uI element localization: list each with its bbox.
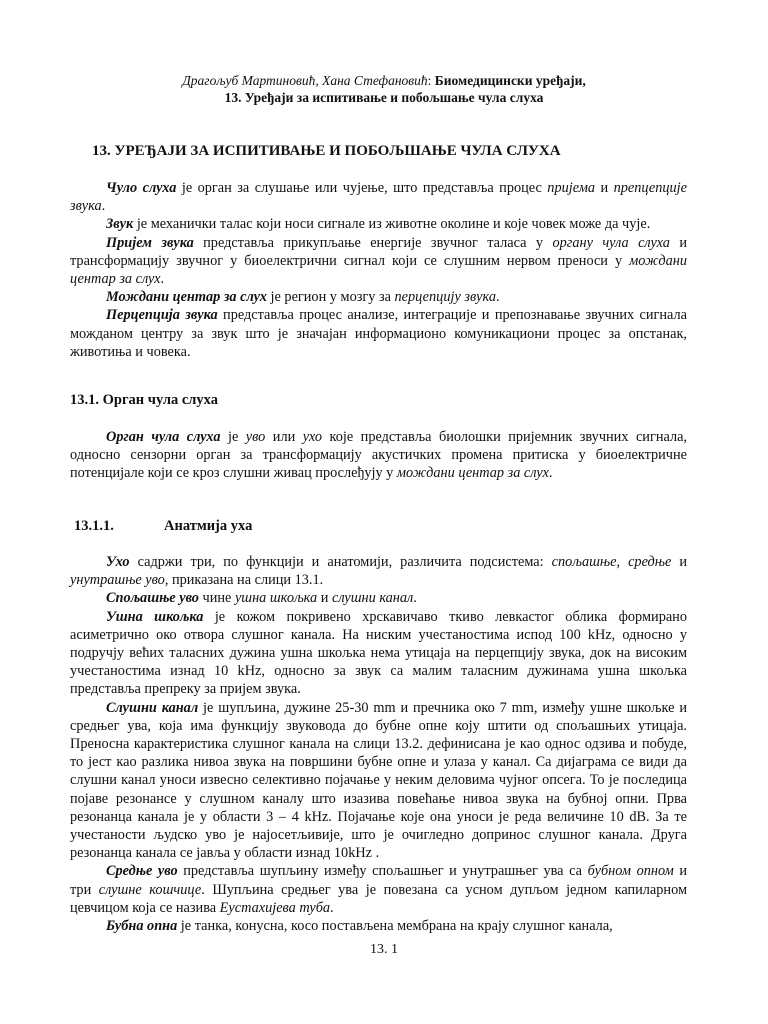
term: Спољашње уво [106,590,199,607]
paragraph: Средње уво представља шупљину између спољашњег и унутрашњег ува са бубном опном и три слушне кошчице. Шупљина средњег ува је повезана са усном дупљом једном капиларном цевчицом која се назива Еустахијева туба. [70,863,688,916]
section-1-1-body [70,553,687,935]
term: Перцепција звука [106,307,218,324]
paragraph: Перцепција звука представља процес анализе, интеграције и препознавање звучних сигнала можданом центру за звук што је значајан информационо комуникациони процес за опстанак, животиња и човека. [70,307,688,360]
header-line-2 [0,89,768,106]
term: Средње уво [106,863,178,880]
term: Мождани центар за слух [106,289,267,306]
paragraph: Спољашње уво чине ушна шкољка и слушни канал. [106,590,417,607]
term: Пријем звука [106,234,194,251]
term: Ушна шкољка [106,608,204,625]
intro-section [70,179,687,361]
section-1-body [70,428,687,483]
header-line-1: Драгољуб Мартиновић, Хана Стефановић: Биомедицински уређаји, [182,73,586,88]
paragraph: Ухо садржи три, по функцији и анатомији, различита подсистема: спољашње, средње и унутрашње уво, приказана на слици 13.1. [70,554,688,589]
header-chapter-line: 13. Уређаји за испитивање и побољшање чула слуха [224,90,544,105]
subsection-heading [74,518,252,535]
header-authors: Драгољуб Мартиновић, Хана Стефановић [182,73,428,88]
term: Орган чула слуха [106,429,221,445]
paragraph: Пријем звука представља прикупљање енергије звучног таласа у органу чула слуха и трансформацију звучног у биоелектрични сигнал који се слушним нервом преноси у мождани центар за слух. [70,234,687,288]
term: Чуло слуха [106,180,177,196]
subsection-number: 13.1.1. [74,518,114,534]
paragraph: Ушна шкољка је кожом покривено хрскавичаво ткиво левкастог облика формирано асиметрично око отвора слушног канала. На ниским учестаностима испод 100 kHz, односно у подручју већих таласних дужина ушна шкољка нема утицаја на перцепцију звука, док на високим учестаностима изнад 10 kHz, односно за звук са малим таласним дужинама ушна шкољка представља препреку за пријем звука. [70,608,687,698]
paragraph: Звук је механички талас који носи сигнале из животне околине и које човек може да чује. [106,216,651,233]
paragraph: Мождани центар за слух је регион у мозгу за перцепцију звука. [106,289,500,306]
paragraph: Бубна опна је танка, конусна, косо постављена мембрана на крају слушног канала, [106,918,613,935]
paragraph: Орган чула слуха је уво или ухо које представља биолошки пријемник звучних сигнала, односно сензорни орган за трансформацију акустичких промена притиска у биоелектричне потенцијале који се кроз слушни живац прослеђују у мождани центар за слух. [70,429,687,482]
section-heading: 13.1. Орган чула слуха [70,392,218,408]
header-book-title: Биомедицински уређаји, [434,73,586,88]
chapter-title: 13. УРЕЂАЈИ ЗА ИСПИТИВАЊЕ И ПОБОЉШАЊЕ ЧУЛА СЛУХА [92,143,561,159]
subsection-title: Анатмија уха [164,518,253,534]
running-header [0,72,768,106]
term: Бубна опна [106,918,178,935]
term: Звук [106,216,134,233]
page-number: 13. 1 [370,942,398,957]
term: Слушни канал [106,699,199,716]
paragraph: Чуло слуха је орган за слушање или чујење, што представља процес пријема и препцепције звука. [70,180,687,215]
term: Ухо [106,554,130,570]
paragraph: Слушни канал је шупљина, дужине 25-30 mm и пречника око 7 mm, између ушне шкољке и средњег ува, која има функцију звуковода до бубне опне коју штити од спољашњих утицаја. Преносна карактеристика слушног канала на слици 13.2. дефинисана је као однос одзива и побуде, то јест као разлика нивоа звука на површини бубне опне и улаза у канал. Са дијаграма се види да слушни канал уноси извесно селективно појачање у неким деловима чујног опсега. То је последица појаве резонансе у слушном каналу што изазива повећање нивоа звука на бубној опни. Прва резонанца канала је у области 3 – 4 kHz. Појачање које она уноси је реда величине 10 dB. За те учестаности људско уво је најосетљивије, што је очигледно допринос слушног канала. Друга резонанца канала се јавља у области изнад 10kHz . [70,699,687,862]
